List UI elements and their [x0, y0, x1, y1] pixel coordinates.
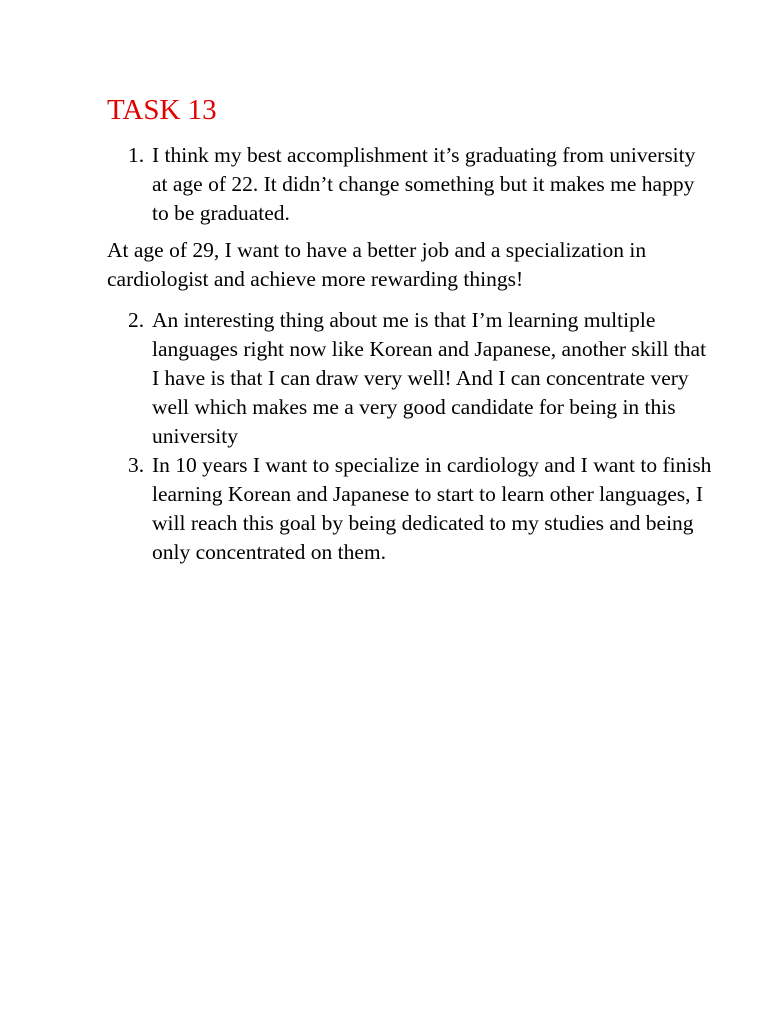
task-list-first	[128, 141, 712, 228]
list-item-number: 1.	[128, 143, 145, 167]
task-list-second	[128, 306, 712, 567]
body-paragraph: At age of 29, I want to have a better job and a specialization in cardiologist and achieve more rewarding things!	[107, 238, 647, 291]
document-title: TASK 13	[107, 94, 217, 126]
list-item	[128, 451, 712, 567]
list-item-text: In 10 years I want to specialize in cardiology and I want to finish learning Korean and Japanese to start to learn other languages, I will reach this goal by being dedicated to my studies and being only concentrated on them.	[152, 453, 712, 564]
list-item-number: 3.	[128, 453, 145, 477]
list-item-number: 2.	[128, 308, 145, 332]
list-item-text: I think my best accomplishment it’s graduating from university at age of 22. It didn’t change something but it makes me happy to be graduated.	[152, 143, 696, 225]
list-item	[128, 306, 712, 451]
list-item-text: An interesting thing about me is that I’m learning multiple languages right now like Korean and Japanese, another skill that I have is that I can draw very well! And I can concentrate very well which makes me a very good candidate for being in this university	[152, 308, 707, 448]
list-item	[128, 141, 712, 228]
